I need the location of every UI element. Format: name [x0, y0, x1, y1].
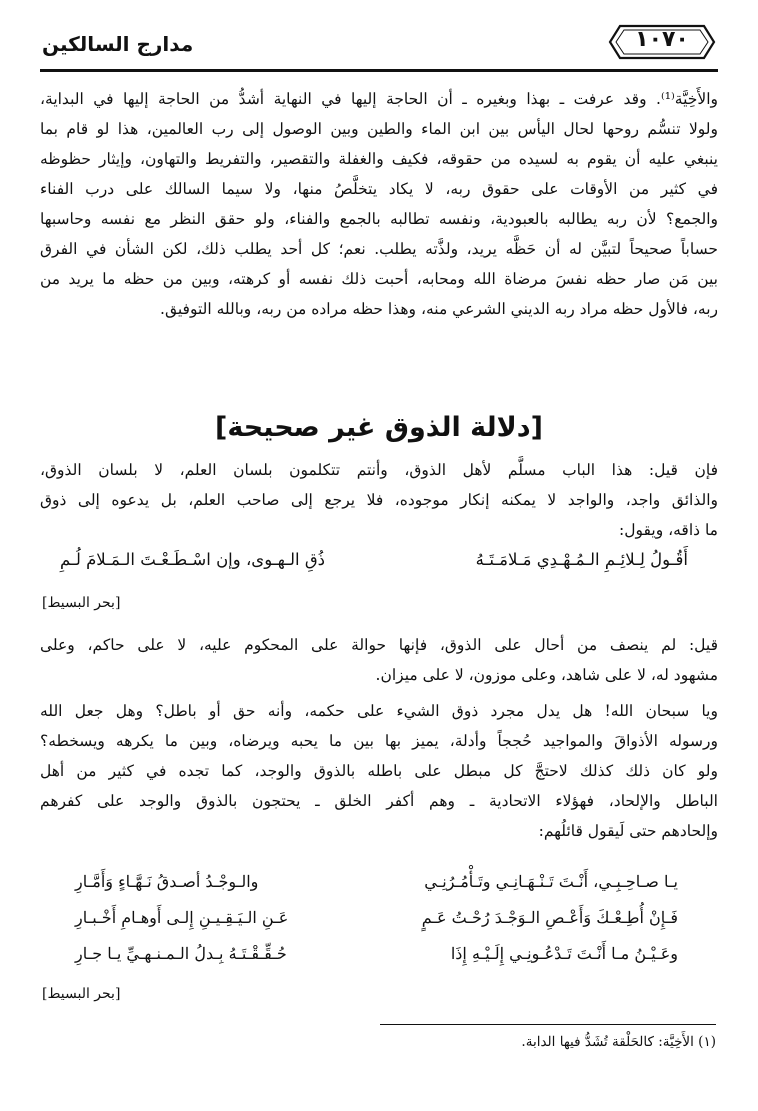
poem-verse	[75, 944, 678, 980]
paragraph-4-line: وإلحادهم حتى لَيقول قائلُهم:	[538, 822, 718, 840]
paragraph-4-line: ويا سبحان الله! هل يدل مجرد ذوق الشيء على حكمه، وأنه حق أو باطل؟ وهل جعل الله	[40, 702, 718, 720]
paragraph-1	[40, 84, 718, 324]
verse-second-hemistich: ذُقِ الـهـوى، وإن اسْـطَـعْـتَ الـمَـلامَ لُـمِ	[60, 550, 326, 569]
paragraph-3	[40, 630, 718, 690]
verse-second-hemistich: والـوجْـدُ أصـدقُ نَـهَّـاءٍ وَأَمَّـارِ	[75, 872, 259, 891]
paragraph-1-line: بين مَن صار حظه نفسَ مرضاة الله ومحابه، أحبت ذلك نفسه أو كرهته، وبين من حظه ما يريد من	[40, 270, 718, 288]
poem-block	[75, 872, 678, 980]
paragraph-3-line: مشهود له، لا على شاهد، وعلى موزون، لا على ميزان.	[375, 666, 718, 684]
paragraph-1-line: حساباً صحيحاً لتبيَّن له أن حَظَّه يريد، ولذَّته يطلب. نعم؛ كل أحد يطلب ذلك، لكن الشأن في الفرق	[40, 240, 718, 258]
verse-line	[60, 550, 688, 584]
header-rule	[40, 69, 718, 72]
paragraph-2-line: فإن قيل: هذا الباب مسلَّم لأهل الذوق، وأنتم تتكلمون بلسان العلم، لا بلسان الذوق،	[40, 461, 718, 479]
paragraph-4	[40, 696, 718, 846]
verse-first-hemistich: فَـإِنْ أُطِـعْـكَ وَأَعْـصِ الـوَجْـدَ رُحْـتُ عَـمٍ	[421, 908, 678, 927]
paragraph-4-line: ورسوله الأذواقَ والمواجيد حُججاً وأدلة، يميز بها بين ما يحبه ويرضاه، وبين ما يكرهه ويسخطه؟	[40, 732, 718, 750]
paragraph-1-line: ولولا تنسُّم روحها لحال اليأس بين ابن الماء والطين وبين الوصول إلى رب العالمين، هذا لو قام بما	[40, 120, 718, 138]
paragraph-2	[40, 455, 718, 545]
poem-verse	[75, 872, 678, 908]
verse-second-hemistich: عَـنِ الـيَـقِـيـنِ إِلـى أَوهـامِ أَخْـبـارِ	[75, 908, 289, 927]
paragraph-4-line: ولو كان ذلك كذلك لاحتجَّ كل مبطل على باطله بالذوق والوجد، كما تجده في كثير من أهل	[40, 762, 718, 780]
paragraph-2-line: ما ذاقه، ويقول:	[619, 521, 718, 539]
footnote-separator	[380, 1024, 716, 1025]
paragraph-4-line: الباطل والإلحاد، فهؤلاء الاتحادية ـ وهم أكفر الخلق ـ يحتجون بالذوق والوجد على كفرهم	[40, 792, 718, 810]
paragraph-1-line: والجمع؟ لأن ربه يطالبه بالعبودية، ونفسه تطالبه بالجمع والفناء، ولو حقق النظر مع نفسه وحاسبها	[40, 210, 718, 228]
section-heading: [دلالة الذوق غير صحيحة]	[215, 412, 543, 443]
footnote: (١) الأَخِيَّة: كالحَلْقة تُشَدُّ فيها الدابة.	[521, 1034, 716, 1050]
paragraph-3-line: قيل: لم ينصف من أحال على الذوق، فإنها حوالة على المحكوم عليه، لا على حاكم، وعلى	[40, 636, 718, 654]
meter-label: [بحر البسيط]	[42, 595, 121, 611]
paragraph-1-line: ربه، فالأول حظه مراد ربه الديني الشرعي منه، وهذا حظه مراده من ربه، وبالله التوفيق.	[160, 300, 718, 318]
page-header	[40, 22, 718, 70]
paragraph-1-line: والأَخِيَّة⁽¹⁾. وقد عرفت ـ بهذا وبغيره ـ أن الحاجة إليها في النهاية أشدُّ من الحاجة إليها في البداية،	[40, 90, 718, 108]
page-number-frame	[606, 22, 718, 62]
verse-first-hemistich: أَقُـولُ لِـلائِـمِ الـمُـهْـدِي مَـلامَـتَـهُ	[475, 550, 688, 569]
paragraph-1-line: ينبغي عليه أن يقوم به لسيده من حقوقه، فكيف والغفلة والتقصير، والتفريط والتهاون، وإيثار حظوظه	[40, 150, 718, 168]
meter-label: [بحر البسيط]	[42, 986, 121, 1002]
paragraph-1-line: في كثير من الأوقات على حقوق ربه، لا يكاد يتخلَّصُ منها، ولا سيما السالك على درب الفناء	[40, 180, 718, 198]
poem-verse	[75, 908, 678, 944]
page-number: ١٠٧٠	[635, 27, 689, 52]
book-title: مدارج السالكين	[42, 32, 194, 56]
verse-second-hemistich: حُـقِّـقْـتَـهُ بِـدلُ الـمـنـهـيِّ يـا جـارِ	[75, 944, 287, 963]
paragraph-2-line: والذائق واجد، والواجد لا يمكنه إنكار موجوده، فلا يرجع إلى صاحب العلم، بل يدعوه إلى ذوق	[40, 491, 718, 509]
verse-first-hemistich: وعَـيْـنُ مـا أَنْـتَ تَـدْعُـونِـي إِلَـيْـهِ إِذَا	[450, 944, 678, 963]
verse-first-hemistich: يـا صـاحِـبِـي، أَنْـتَ تَـنْـهَـانِـي وتَـأْمُـرُنِـي	[424, 872, 678, 891]
